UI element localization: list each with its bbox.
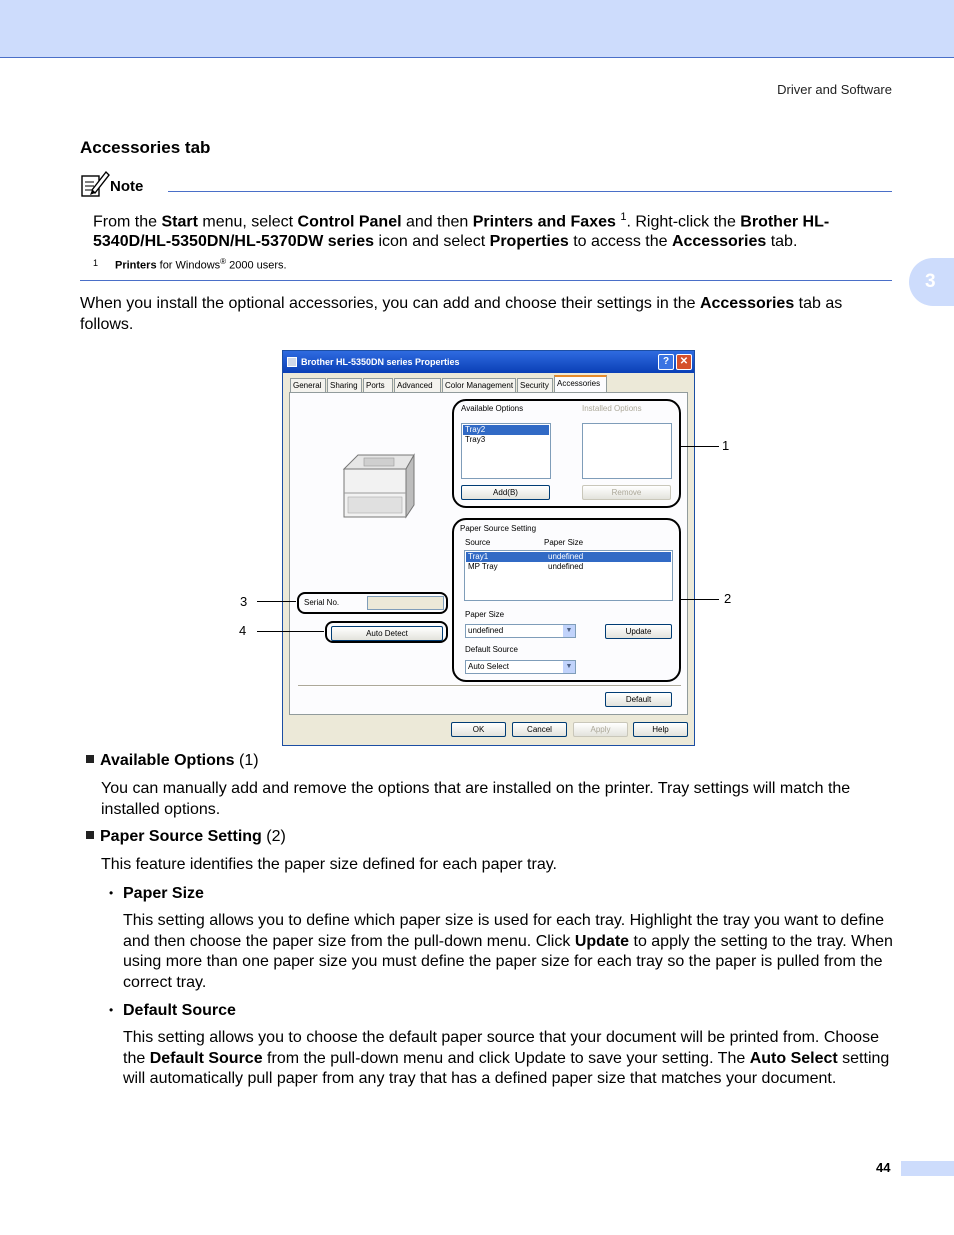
table-row[interactable]: MP Tray undefined	[468, 562, 584, 571]
callout-line-3	[257, 601, 296, 602]
paper-source-heading: Paper Source Setting (2)	[86, 827, 286, 848]
paper-size-label: Paper Size	[465, 610, 505, 619]
cancel-button[interactable]: Cancel	[512, 722, 567, 737]
list-item[interactable]: Tray2	[463, 425, 549, 435]
auto-detect-button[interactable]: Auto Detect	[331, 626, 443, 641]
tab-ports[interactable]: Ports	[363, 378, 393, 392]
installed-options-label: Installed Options	[582, 404, 642, 413]
paper-size-column-header: Paper Size	[544, 538, 584, 547]
update-button[interactable]: Update	[605, 624, 672, 639]
add-button[interactable]: Add(B)	[461, 485, 550, 500]
list-item[interactable]: Tray3	[465, 435, 486, 444]
callout-number-3: 3	[240, 594, 248, 609]
printer-image	[336, 447, 416, 527]
callout-number-4: 4	[239, 623, 247, 638]
callout-number-2: 2	[724, 591, 732, 606]
remove-button[interactable]: Remove	[582, 485, 671, 500]
help-button[interactable]: Help	[633, 722, 688, 737]
callout-ring-available-options	[452, 399, 681, 508]
page-number: 44	[876, 1160, 891, 1175]
available-options-text: You can manually add and remove the options that are installed on the printer. Tray settings will match the installed options.	[101, 780, 851, 818]
chevron-down-icon: ▼	[563, 661, 575, 673]
square-bullet-icon	[86, 831, 94, 839]
section-heading: Accessories tab	[80, 138, 211, 157]
paper-source-setting-label: Paper Source Setting	[460, 524, 537, 533]
ok-button[interactable]: OK	[451, 722, 506, 737]
callout-line-4	[257, 631, 324, 632]
chapter-tab	[909, 258, 954, 306]
running-header: Driver and Software	[777, 82, 892, 97]
help-titlebar-button[interactable]: ?	[658, 354, 674, 370]
paper-size-heading: • Paper Size	[109, 885, 204, 902]
default-button[interactable]: Default	[605, 692, 672, 707]
callout-ring-paper-source	[452, 518, 681, 682]
tab-sharing[interactable]: Sharing	[327, 378, 362, 392]
tab-advanced[interactable]: Advanced	[394, 378, 441, 392]
note-bottom-divider	[80, 280, 892, 281]
note-pencil-icon	[80, 170, 110, 198]
footnote: 1 Printers for Windows® 2000 users.	[93, 257, 287, 272]
available-options-heading: Available Options (1)	[86, 751, 259, 772]
accessories-panel	[289, 392, 688, 715]
note-label: Note	[110, 178, 144, 195]
paper-size-text: This setting allows you to define which paper size is used for each tray. Highlight the tray you want to define and then choose the paper size from the pull-down menu. Click Update to apply the setting to the tray. When using more than one paper size you must define the paper size for each tray so the paper is pulled from the correct tray.	[123, 912, 893, 991]
default-source-dropdown[interactable]: Auto Select ▼	[465, 660, 576, 674]
dialog-titlebar	[283, 351, 694, 373]
chapter-number: 3	[925, 271, 936, 292]
tab-accessories[interactable]: Accessories	[554, 375, 607, 392]
square-bullet-icon	[86, 755, 94, 763]
page-number-bar	[901, 1161, 954, 1176]
intro-paragraph: When you install the optional accessories, you can add and choose their settings in the Accessories tab as follows.	[80, 295, 843, 333]
available-options-label: Available Options	[461, 404, 524, 413]
callout-line-2	[679, 599, 719, 600]
chevron-down-icon: ▼	[563, 625, 575, 637]
default-source-heading: • Default Source	[109, 1002, 236, 1019]
close-titlebar-button[interactable]: ✕	[676, 354, 692, 370]
tab-security[interactable]: Security	[517, 378, 553, 392]
apply-button[interactable]: Apply	[573, 722, 628, 737]
paper-source-text: This feature identifies the paper size defined for each paper tray.	[101, 856, 557, 873]
separator	[298, 685, 681, 687]
note-body: From the Start menu, select Control Panel and then Printers and Faxes $^1$. Right-click the Brother HL-5340D/HL-5350DN/HL-5370DW series icon and select Properties to access the Accessories tab.	[93, 211, 830, 251]
printer-app-icon	[287, 357, 297, 367]
tab-general[interactable]: General	[290, 378, 326, 392]
callout-ring-auto-detect	[325, 621, 448, 643]
header-band	[0, 0, 954, 58]
table-row[interactable]: Tray1 undefined	[466, 552, 671, 562]
callout-number-1: 1	[722, 438, 730, 453]
default-source-text: This setting allows you to choose the default paper source that your document will be printed from. Choose the Default Source from the pull-down menu and click Update to save your setting. The Auto Select setting will automatically pull paper from any tray that has a defined paper size that matches your document.	[123, 1029, 890, 1087]
tab-color-management[interactable]: Color Management	[442, 378, 516, 392]
callout-line-1	[679, 446, 719, 447]
dialog-title: Brother HL-5350DN series Properties	[301, 357, 460, 367]
note-divider	[168, 191, 892, 192]
properties-dialog	[282, 350, 695, 746]
serial-no-label: Serial No.	[304, 598, 340, 607]
default-source-label: Default Source	[465, 645, 518, 654]
callout-ring-serial	[297, 592, 448, 614]
source-column-header: Source	[465, 538, 491, 547]
paper-size-dropdown[interactable]: undefined ▼	[465, 624, 576, 638]
